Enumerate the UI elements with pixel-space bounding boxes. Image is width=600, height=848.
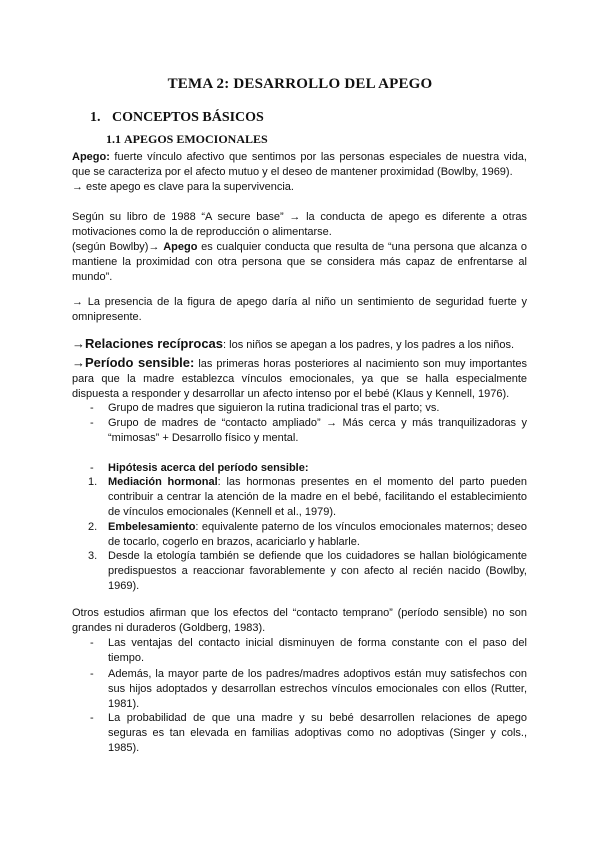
secure-base-text: Según su libro de 1988 “A secure base” → la conducta de apego es diferente a otras motivaciones como la de reproducción o alimentarse. xyxy=(72,211,527,238)
list-item xyxy=(86,636,527,666)
page-title: TEMA 2: DESARROLLO DEL APEGO xyxy=(167,76,433,92)
term-apego-2: Apego xyxy=(163,241,198,253)
hypothesis-heading xyxy=(86,461,527,476)
item-number: 1. xyxy=(88,476,98,488)
item-text: Desde la etología también se defiende que los cuidadores se hallan biológicamente predispuestos a reaccionar favorablemente y con afecto al recién nacido (Bowlby, 1969). xyxy=(108,550,527,592)
term-relaciones-reciprocas: Relaciones recíprocas xyxy=(85,336,224,351)
subsection-number: 1.1 xyxy=(106,132,121,146)
bullet-marker: - xyxy=(90,462,94,474)
subsection-title: APEGOS EMOCIONALES xyxy=(124,132,268,146)
section-number: 1. xyxy=(90,110,101,125)
numbered-item xyxy=(86,520,527,550)
list-item xyxy=(86,711,527,756)
arrow-icon: → xyxy=(72,355,85,370)
list-item xyxy=(86,667,527,712)
item-number: 2. xyxy=(88,521,98,533)
bullet-marker: - xyxy=(90,637,94,649)
item-text: : las hormonas presentes en el momento del parto pueden contribuir a centrar la atención de la madre en el bebé, facilitando el establecimiento de vínculos emocionales (Kennell et al., 1979). xyxy=(108,476,527,518)
definition-text: fuerte vínculo afectivo que sentimos por las personas especiales de nuestra vida, que se caracteriza por el afecto mutuo y el deseo de mantener proximidad (Bowlby, 1969). xyxy=(72,151,527,178)
term-apego: Apego: xyxy=(72,151,110,163)
section-heading xyxy=(90,110,264,126)
section-title: CONCEPTOS BÁSICOS xyxy=(112,110,264,125)
periodo-sensible-text: las primeras horas posteriores al nacimiento son muy importantes para que la madre establezca vínculos emocionales, ya que se halla especialmente dispuesta a responder y desarrollar un afecto intenso por el bebé (Klaus y Kennell, 1976). xyxy=(72,358,527,400)
paragraph-secure-base xyxy=(72,210,527,285)
bowlby-definition: es cualquier conducta que resulta de “una persona que alcanza o mantiene la proximidad con otra persona que se considera más capaz de enfrentarse al mundo”. xyxy=(72,241,527,283)
numbered-item xyxy=(86,549,527,594)
bullet-text: Grupo de madres que siguieron la rutina tradicional tras el parto; vs. xyxy=(108,402,440,414)
list-item xyxy=(86,401,527,416)
paragraph-figura-apego: → La presencia de la figura de apego daría al niño un sentimiento de seguridad fuerte y omnipresente. xyxy=(72,296,527,323)
paragraph-contacto-temprano: Otros estudios afirman que los efectos del “contacto temprano” (período sensible) no son grandes ni duraderos (Goldberg, 1983). xyxy=(72,607,527,634)
arrow-icon: → xyxy=(72,336,85,351)
bullet-text: La probabilidad de que una madre y su bebé desarrollen relaciones de apego seguras es tan elevada en familias adoptivas como no adoptivas (Singer y cols., 1985). xyxy=(108,712,527,754)
bullet-marker: - xyxy=(90,402,94,414)
bullet-marker: - xyxy=(90,417,94,429)
paragraph-apego-definition xyxy=(72,150,527,195)
subsection-heading xyxy=(106,132,268,147)
bullet-marker: - xyxy=(90,668,94,680)
definition-note: → este apego es clave para la supervivencia. xyxy=(72,181,294,193)
bullet-text: Las ventajas del contacto inicial disminuyen de forma constante con el paso del tiempo. xyxy=(108,637,527,664)
list-item xyxy=(86,416,527,446)
bullet-text: Grupo de madres de “contacto ampliado” → Más cerca y más tranquilizadoras y “mimosas” + Desarrollo físico y mental. xyxy=(108,417,527,444)
bullet-marker: - xyxy=(90,712,94,724)
reciprocas-text: : los niños se apegan a los padres, y los padres a los niños. xyxy=(223,339,515,351)
term-mediacion-hormonal: Mediación hormonal xyxy=(108,476,218,488)
bullet-text: Además, la mayor parte de los padres/madres adoptivos están muy satisfechos con sus hijos adoptados y desarrollan estrechos vínculos emocionales con ellos (Rutter, 1981). xyxy=(108,668,527,710)
hypothesis-title: Hipótesis acerca del período sensible: xyxy=(108,462,309,474)
term-embelesamiento: Embelesamiento xyxy=(108,521,196,533)
paragraph-relaciones-reciprocas xyxy=(72,336,527,353)
term-periodo-sensible: Período sensible: xyxy=(85,355,195,370)
item-text: : equivalente paterno de los vínculos emocionales maternos; deseo de tocarlo, cogerlo en brazos, acariciarlo y hablarle. xyxy=(108,521,527,548)
bowlby-lead: (según Bowlby)→ xyxy=(72,241,164,253)
paragraph-periodo-sensible xyxy=(72,355,527,402)
item-number: 3. xyxy=(88,550,98,562)
numbered-item xyxy=(86,475,527,520)
